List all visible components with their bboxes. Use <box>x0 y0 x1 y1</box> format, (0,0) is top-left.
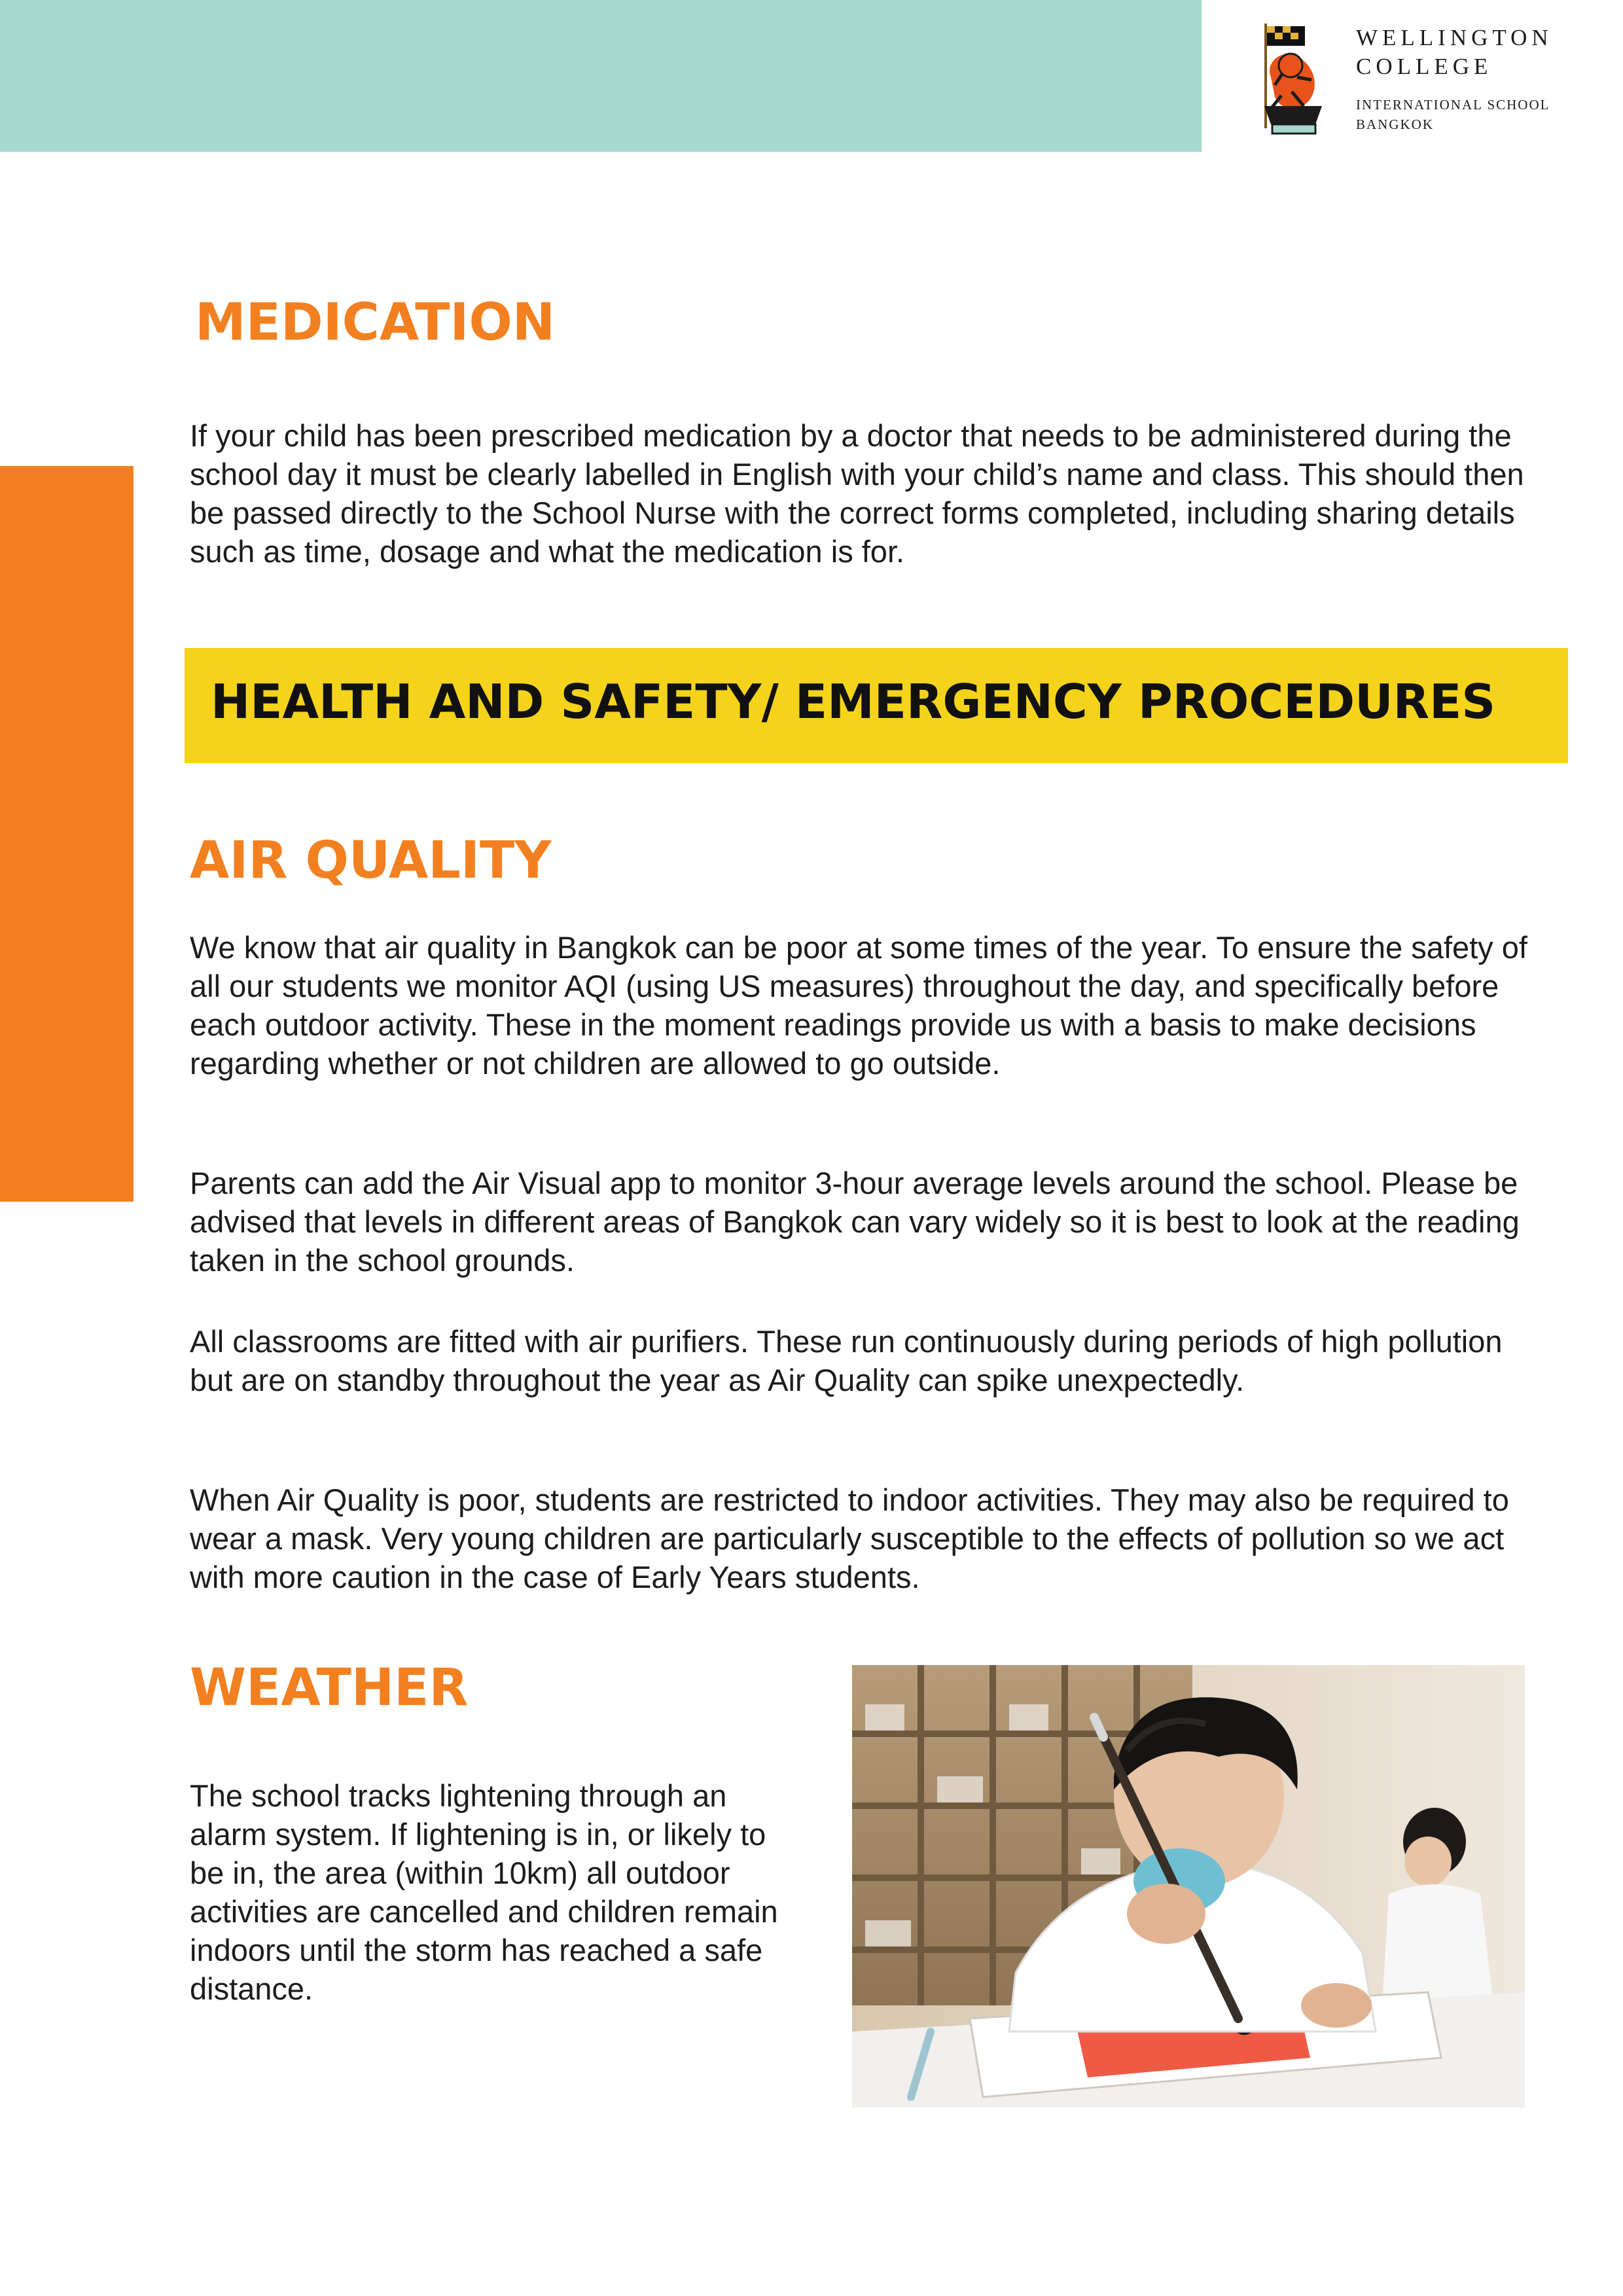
air-quality-paragraph-4: When Air Quality is poor, students are restricted to indoor activities. They may also be required to wear a mask. Very young children are particularly susceptible to the effects of pollution so we act with more caution in the case of Early Years students. <box>190 1482 1509 1594</box>
medication-heading: MEDICATION <box>195 293 556 352</box>
side-accent-bar <box>0 466 134 1202</box>
medication-body: If your child has been prescribed medication by a doctor that needs to be administered during the school day it must be clearly labelled in English with your child’s name and class. This should then be passed directly to the School Nurse with the correct forms completed, including sharing details such as time, dosage and what the medication is for. <box>190 418 1524 569</box>
weather-heading: WEATHER <box>190 1659 469 1717</box>
logo-subtitle-line1: INTERNATIONAL SCHOOL <box>1356 97 1550 113</box>
crest-icon <box>1251 14 1335 143</box>
air-quality-heading: AIR QUALITY <box>190 831 552 890</box>
header-band <box>0 0 1202 152</box>
air-quality-paragraph-3: All classrooms are fitted with air purifiers. These run continuously during periods of high pollution but are on standby throughout the year as Air Quality can spike unexpectedly. <box>190 1324 1503 1397</box>
logo-wordmark-line2: COLLEGE <box>1356 54 1493 79</box>
student-calligraphy-photo <box>852 1665 1525 2108</box>
logo-wordmark-line1: WELLINGTON <box>1356 25 1553 50</box>
weather-body: The school tracks lightening through an alarm system. If lightening is in, or likely to be in, the area (within 10km) all outdoor activities are cancelled and children remain indoors until the storm has reached a safe distance. <box>190 1778 778 2006</box>
school-logo <box>1243 14 1597 145</box>
air-quality-paragraph-1: We know that air quality in Bangkok can be poor at some times of the year. To ensure the safety of all our students we monitor AQI (using US measures) throughout the day, and specifically before each outdoor activity. These in the moment readings provide us with a basis to make decisions regarding whether or not children are allowed to go outside. <box>190 930 1527 1081</box>
health-safety-banner <box>185 648 1568 763</box>
health-safety-title: HEALTH AND SAFETY/ EMERGENCY PROCEDURES <box>211 674 1496 729</box>
photo-illustration <box>852 1665 1525 2108</box>
air-quality-paragraph-2: Parents can add the Air Visual app to monitor 3-hour average levels around the school. Please be advised that levels in different areas of Bangkok can vary widely so it is best to look at the reading taken in the school grounds. <box>190 1166 1520 1278</box>
logo-subtitle-line2: BANGKOK <box>1356 117 1434 132</box>
